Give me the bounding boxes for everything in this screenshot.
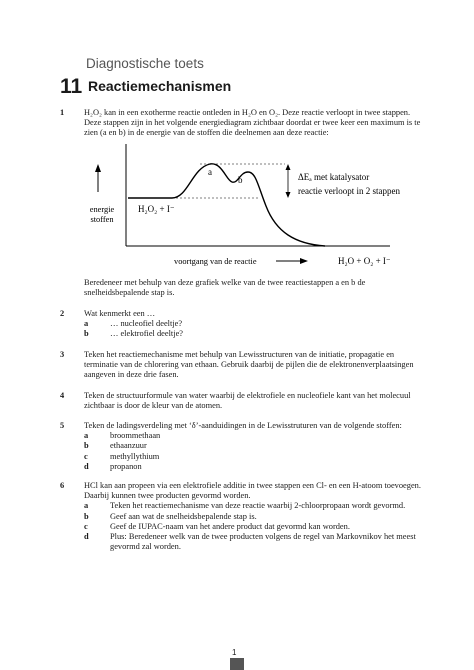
question-number: 4 — [60, 391, 65, 400]
question-number: 3 — [60, 350, 65, 359]
question-text: Teken het reactiemechanisme met behulp van Lewisstructuren van de initiatie, propagatie en terminatie van de chlorering van ethaan. Gebruik daarbij de pijlen die de elektronenverplaatsingen aangeven in deze drie fasen. — [84, 350, 414, 380]
x-axis-arrowhead — [300, 258, 308, 264]
section-header: Diagnostische toets — [86, 56, 204, 71]
list-item: c Geef de IUPAC-naam van het andere product dat gevormd kan worden. — [84, 521, 350, 531]
list-item: a Teken het reactiemechanisme van deze reactie waarbij 2-chloorpropaan wordt gevormd. — [84, 501, 406, 511]
question-text: Beredeneer met behulp van deze grafiek welke van de twee reactiestappen a en b de snelheidsbepalende stap is. — [84, 278, 366, 298]
question-number: 1 — [60, 108, 65, 117]
peak-a-label: a — [208, 167, 212, 177]
legend-catalyst: ΔEₐ met katalysator — [298, 172, 370, 182]
list-item: b ethaanzuur — [84, 441, 147, 451]
question-text: Wat kenmerkt een … — [84, 309, 156, 318]
energy-diagram — [80, 140, 410, 275]
legend-two-steps: reactie verloopt in 2 stappen — [298, 186, 400, 196]
list-item: a broommethaan — [84, 431, 161, 441]
peak-b-label: b — [238, 175, 243, 185]
y-axis-arrowhead — [95, 164, 101, 172]
list-item: d Plus: Beredeneer welk van de twee producten volgens de regel van Markovnikov het meest gevormd zal worden. — [84, 532, 416, 552]
question-text: Teken de structuurformule van water waarbij de elektrofiele en nucleofiele kant van het molecuul zichtbaar is door de kleur van de atomen. — [84, 391, 411, 411]
chapter-number: 11 — [60, 75, 83, 98]
list-item: b … elektrofiel deeltje? — [84, 329, 184, 339]
footer-bar — [230, 658, 244, 670]
list-item: a … nucleofiel deeltje? — [84, 319, 183, 329]
list-item: d propanon — [84, 461, 142, 471]
page-number: 1 — [232, 648, 237, 657]
question-text: H₂O₂ kan in een exotherme reactie ontleden in H₂O en O₂. Deze reactie verloopt in twee stappen. Deze stappen zijn in het volgende energiediagram zichtbaar doordat er twee keer een maximum is te zien (a en b) in de energie van de stoffen die deelnemen aan deze reactie: — [84, 108, 421, 138]
chapter-title: Reactiemechanismen — [88, 78, 232, 94]
y-axis-label-2: stoffen — [90, 215, 114, 224]
question-text: HCl kan aan propeen via een elektrofiele additie in twee stappen een Cl- en een H-atoom toevoegen. Daarbij kunnen twee producten gevormd worden. — [84, 481, 421, 501]
x-axis-label: voortgang van de reactie — [174, 257, 257, 266]
y-axis-label-1: energie — [89, 205, 115, 214]
question-number: 5 — [60, 421, 65, 430]
question-number: 2 — [60, 309, 65, 318]
products-label: H₂O + O₂ + I⁻ — [338, 256, 391, 266]
question-text: Teken de ladingsverdeling met ‘δ’-aanduidingen in de Lewisstruturen van de volgende stoffen: — [84, 421, 402, 430]
list-item: c methyllythium — [84, 451, 160, 461]
reactants-label: H₂O₂ + I⁻ — [138, 204, 175, 214]
question-number: 6 — [60, 481, 65, 490]
list-item: b Geef aan wat de snelheidsbepalende stap is. — [84, 511, 257, 521]
delta-ea-arrowhead-down — [286, 192, 291, 198]
delta-ea-arrowhead-up — [286, 164, 291, 170]
